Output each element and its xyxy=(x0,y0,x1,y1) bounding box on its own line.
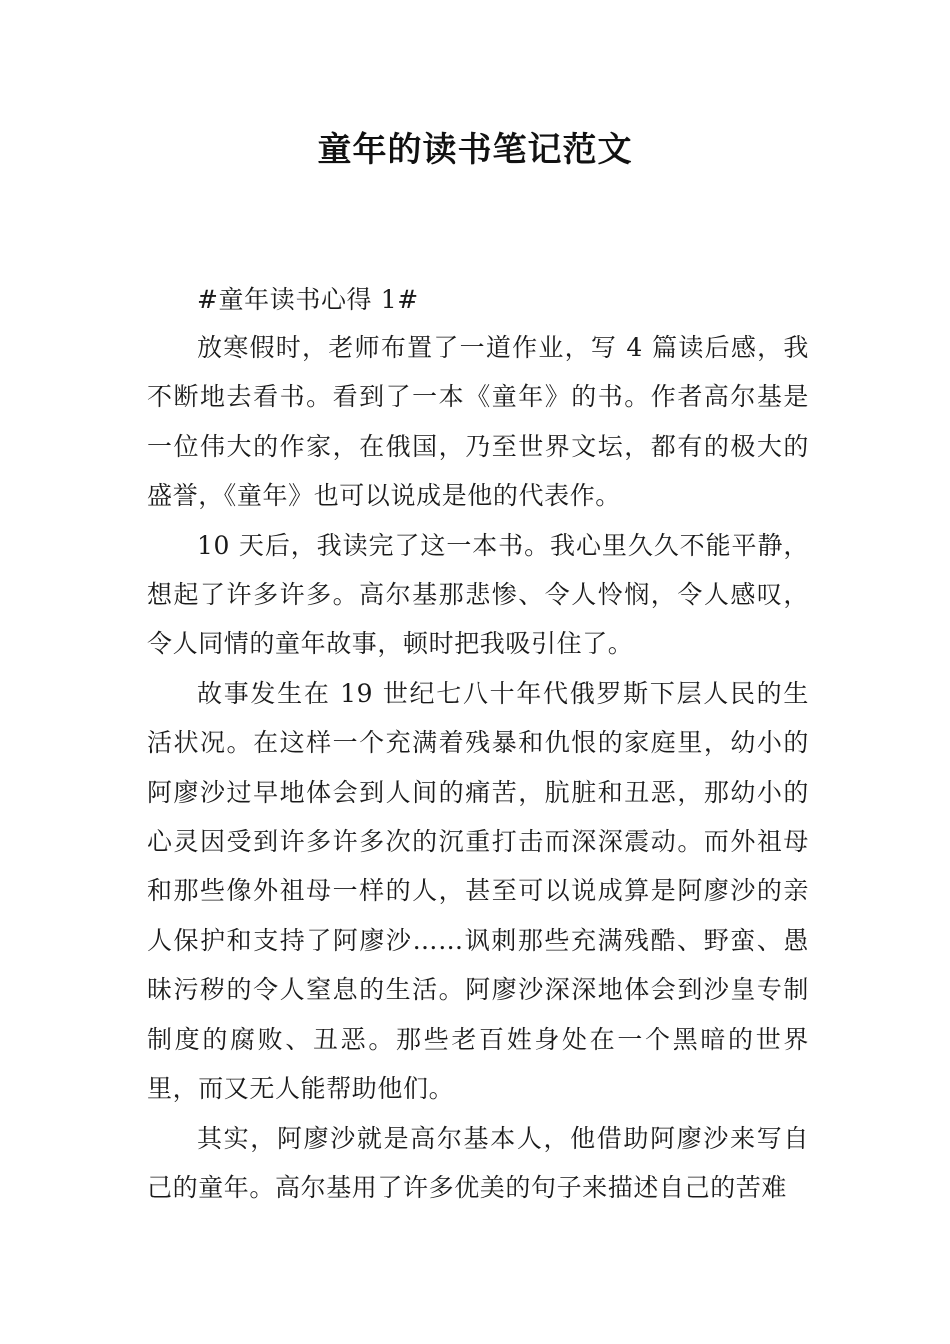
document-title: 童年的读书笔记范文 xyxy=(317,130,633,170)
document-body xyxy=(147,280,809,1212)
paragraph-1: 放寒假时，老师布置了一道作业，写 4 篇读后感，我不断地去看书。看到了一本《童年》的书。作者高尔基是一位伟大的作家，在俄国，乃至世界文坛，都有的极大的盛誉，《童年》也可以说成是他的代表作。 xyxy=(147,333,809,511)
paragraph-3: 故事发生在 19 世纪七八十年代俄罗斯下层人民的生活状况。在这样一个充满着残暴和仇恨的家庭里，幼小的阿廖沙过早地体会到人间的痛苦，肮脏和丑恶，那幼小的心灵因受到许多许多次的沉重打击而深深震动。而外祖母和那些像外祖母一样的人，甚至可以说成算是阿廖沙的亲人保护和支持了阿廖沙……讽刺那些充满残酷、野蛮、愚昧污秽的令人窒息的生活。阿廖沙深深地体会到沙皇专制制度的腐败、丑恶。那些老百姓身处在一个黑暗的世界里，而又无人能帮助他们。 xyxy=(147,678,809,1104)
paragraph-2: 10 天后，我读完了这一本书。我心里久久不能平静，想起了许多许多。高尔基那悲惨、令人怜悯，令人感叹，令人同情的童年故事，顿时把我吸引住了。 xyxy=(147,530,809,659)
paragraph-4: 其实，阿廖沙就是高尔基本人，他借助阿廖沙来写自己的童年。高尔基用了许多优美的句子来描述自己的苦难 xyxy=(147,1123,809,1202)
section-heading: #童年读书心得 1# xyxy=(197,285,419,314)
